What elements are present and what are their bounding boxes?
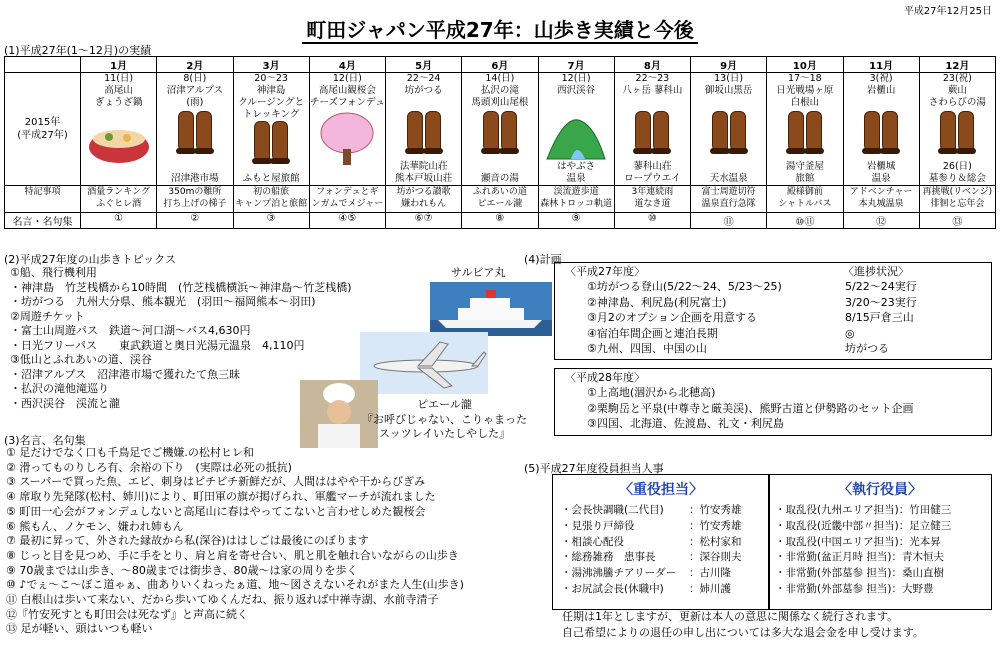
- executive-role: ・お尻試会長(休職中): [561, 582, 664, 595]
- h28-label: 〈平成28年度〉: [565, 371, 645, 384]
- topic-line: ・神津島 竹芝桟橋から10時間 (竹芝桟橋横浜～神津島～竹芝桟橋): [10, 280, 352, 294]
- executive-role: ・見張り戸締役: [561, 519, 635, 532]
- cell-line: 22～23: [635, 73, 670, 84]
- event-cell: [233, 186, 309, 213]
- executives-title: 〈重役担当〉: [619, 482, 703, 498]
- executive-row: [561, 550, 742, 566]
- section2-heading: (2)平成27年度の山歩きトピックス: [4, 253, 177, 266]
- executive-name: ：深谷則夫: [689, 551, 742, 564]
- officers-title: 〈執行役員〉: [838, 482, 922, 498]
- event-line: 酒量ランキング: [87, 187, 150, 197]
- pierre-quote: [362, 398, 527, 442]
- cell-lodging-top: 法華院山荘: [386, 161, 461, 173]
- topic-line: ②周遊チケット: [10, 309, 85, 323]
- cell-line: (雨): [186, 97, 204, 108]
- hiking-boots-icon: [787, 111, 823, 156]
- event-line: 渓流遊歩道: [553, 187, 599, 197]
- events-label: 特記事項: [5, 186, 81, 213]
- hiking-boots-icon: [634, 111, 670, 156]
- executive-role: ・湯沸沸騰チアリーダー: [561, 567, 677, 580]
- plan-line: ②神津島、利尻島(利尻富士): [587, 295, 727, 309]
- topic-line: ・払沢の滝他滝巡り: [10, 382, 109, 395]
- plan-line: ①上高地(涸沢から北穂高): [587, 386, 716, 399]
- quote-line: ⑧ じっと目を見つめ、手に手をとり、肩と肩を寄せ合い、肌と肌を触れ合いながらの山歩き: [6, 548, 459, 562]
- executive-row: [561, 519, 742, 535]
- event-line: アドベンチャー: [849, 187, 913, 197]
- event-line: フォンデュとギ: [316, 187, 379, 197]
- quote-line: ⑦ 最初に昇って、外された縁故から私(深谷)ははしごは最後にのぼります: [6, 534, 369, 548]
- event-cell: [919, 186, 995, 213]
- month-cell: [767, 73, 843, 186]
- event-line: 富士周遊切符: [701, 187, 756, 197]
- cell-line: さわらびの湯: [928, 97, 986, 108]
- event-line: 再挑戦(リベンジ): [922, 187, 993, 197]
- month-cell: [462, 73, 538, 186]
- officer-line: ・取乱役(九州エリア担当)：竹田健三: [775, 504, 952, 516]
- executive-name: ：古川隆: [689, 567, 731, 580]
- month-header: 6月: [462, 57, 538, 73]
- quote-line: ④ 席取り先発隊(松村、姉川)により、町田軍の旗が掲げられ、軍艦マーチが流れました: [6, 490, 436, 504]
- hiking-boots-icon: [482, 111, 518, 156]
- event-cell: [81, 186, 157, 213]
- cell-line: ぎょうざ鍋: [94, 97, 143, 108]
- event-line: 道なき道: [634, 199, 671, 209]
- month-header: 3月: [233, 57, 309, 73]
- executive-role: ・総務雑務 患事長: [561, 551, 656, 564]
- event-cell: [538, 186, 614, 213]
- month-cell: [691, 73, 767, 186]
- month-header: 10月: [767, 57, 843, 73]
- quote-ref-cell: ①: [81, 213, 157, 229]
- cell-lodging: 熊本戸坂山荘: [386, 173, 461, 185]
- plan-line: ②栗駒岳と平泉(中尊寺と厳美渓)、熊野古道と伊勢路のセット企画: [587, 401, 914, 415]
- quotes-list: [6, 446, 464, 637]
- status-line: ◎: [845, 326, 855, 340]
- cell-line: 払沢の滝: [480, 85, 519, 96]
- quote-ref-cell: ⑪: [691, 213, 767, 229]
- plan-h28-box: [554, 368, 992, 436]
- cell-lodging-top: 26(日): [920, 161, 995, 173]
- cell-lodging-top: 岩櫃城: [844, 161, 919, 173]
- officer-line: ・取乱役(中国エリア担当)：光本昇: [775, 535, 941, 548]
- ship-label: サルビア丸: [451, 266, 506, 279]
- event-line: 本丸城温泉: [858, 199, 904, 209]
- officer-line: ・非常勤(外部墓参 担当)：大野豊: [775, 582, 934, 595]
- cell-lodging-top: 湯守釜屋: [767, 161, 842, 173]
- cell-lodging: 瀬音の湯: [462, 173, 537, 185]
- quote-line: ③ スーパーで買った魚、エビ、刺身はピチピチ新鮮だが、人間ははやや干からびぎみ: [6, 475, 426, 489]
- executive-row: [561, 582, 742, 598]
- topic-line: ・日光フリーパス 東武鉄道と奥日光湯元温泉 4,110円: [10, 338, 305, 352]
- cell-line: 高尾山: [104, 85, 133, 96]
- event-line: ふれあいの道: [472, 187, 527, 197]
- month-cell: [233, 73, 309, 186]
- event-cell: [309, 186, 385, 213]
- quote-ref-cell: ③: [233, 213, 309, 229]
- year-label: 2015年 (平成27年): [5, 73, 81, 186]
- cell-line: トレッキング: [242, 109, 300, 120]
- cell-line: 蕨山: [947, 85, 967, 96]
- executive-name: ：竹安秀雄: [689, 519, 742, 532]
- quote-ref-cell: ⑬: [919, 213, 995, 229]
- quote-line: ① 足だけでなく口も千鳥足でご機嫌.の松村ヒレ和: [6, 446, 254, 459]
- cell-line: 3(祝): [869, 73, 893, 84]
- cell-lodging: ふもと屋旅館: [234, 173, 309, 185]
- quote-line: ⑤ 町田一心会がフォンデュしないと高尾山に春はやってこないと言わせしめた観桜会: [6, 504, 426, 518]
- event-line: 初の船旅: [253, 187, 290, 197]
- executive-role: ・相談心配役: [561, 535, 624, 548]
- officer-line: ・非常勤(盆正月時 担当)：青木恒夫: [775, 551, 945, 564]
- event-line: キャンプ泊と旅館: [235, 199, 308, 209]
- executive-name: ：竹安秀雄: [689, 504, 742, 516]
- month-cell: [843, 73, 919, 186]
- quote-ref-cell: ⑥⑦: [386, 213, 462, 229]
- event-line: ンガムでメジャー: [311, 199, 384, 209]
- status-line: 3/20～23実行: [845, 295, 917, 309]
- h27-plans: [587, 279, 782, 357]
- month-cell: [614, 73, 690, 186]
- hiking-boots-icon: [711, 111, 747, 156]
- event-line: ふぐヒレ酒: [96, 199, 142, 209]
- event-cell: [767, 186, 843, 213]
- cell-lodging: 墓参り＆総会: [920, 173, 995, 185]
- month-cell: [538, 73, 614, 186]
- status-line: 5/22～24実行: [845, 280, 917, 293]
- page-title: 町田ジャパン平成27年：山歩き実績と今後: [0, 14, 1000, 43]
- month-header: 2月: [157, 57, 233, 73]
- cell-line: 23(祝): [942, 73, 972, 84]
- mountain-icon: [545, 111, 607, 164]
- cell-lodging-top: はやぶさ: [539, 161, 614, 173]
- executive-row: [561, 503, 742, 519]
- cell-line: 八ヶ岳 蓼科山: [622, 85, 683, 96]
- topic-line: ・富士山周遊パス 鉄道～河口湖～バス4,630円: [10, 324, 251, 337]
- event-cell: [843, 186, 919, 213]
- h28-plans: [587, 385, 913, 432]
- quote-line: ⑥ 熊もん、ノケモン、嫌われ姉もん: [6, 519, 184, 533]
- cell-line: 20～23: [254, 73, 288, 84]
- event-cell: [614, 186, 690, 213]
- quote-ref-cell: ②: [157, 213, 233, 229]
- airplane-illustration: [360, 332, 488, 394]
- quote-line: ⑩ ♪でぇ～こ～ぼこ道ゃぁ、曲ありいくねったぁ道、地～図さえないそれがまた人生(山歩き): [6, 578, 464, 592]
- event-cell: [462, 186, 538, 213]
- topic-line: ③低山とふれあいの道、渓谷: [10, 353, 152, 366]
- month-cell: [386, 73, 462, 186]
- section3-heading: (3)名言、名句集: [4, 434, 86, 447]
- corner-cell: [5, 57, 81, 73]
- quote-line: ⑫『竹安死すとも町田会は死なず』と声高に続く: [6, 607, 248, 621]
- section4-heading: (4)計画: [524, 253, 562, 266]
- event-line: 殿様御前: [786, 187, 823, 197]
- plan-line: ③四国、北海道、佐渡島、礼文・利尻島: [587, 417, 784, 430]
- status-line: 坊がつる: [845, 342, 889, 355]
- executive-name: ：姉川護: [689, 582, 731, 595]
- cell-line: 高尾山観桜会: [318, 85, 376, 96]
- cell-line: 22～24: [406, 73, 441, 84]
- pierre-line: ピエール瀧: [417, 398, 472, 411]
- cell-line: 8(日): [183, 73, 207, 84]
- cell-line: 坊がつる: [404, 85, 443, 96]
- topic-line: ・沼津アルプス 沼津港市場で獲れたて魚三昧: [10, 367, 241, 381]
- term-notes: 任期は1年としますが、更新は本人の意思に関係なく続行されます。 自己希望によりの退任の申し出については多大な退会金を申し受けます。: [562, 610, 924, 639]
- calendar-table: [4, 56, 996, 229]
- month-header: 7月: [538, 57, 614, 73]
- month-header: 9月: [691, 57, 767, 73]
- cell-line: 馬頭刈山尾根: [471, 97, 529, 108]
- quote-line: ② 滑ってものりしろ有、余裕の下り (実際は必死の抵抗): [6, 460, 292, 474]
- cell-line: クルージングと: [238, 97, 305, 108]
- event-line: 徘徊と忘年会: [930, 199, 985, 209]
- quote-ref-cell: ⑧: [462, 213, 538, 229]
- quote-ref-cell: ⑩⑪: [767, 213, 843, 229]
- event-cell: [691, 186, 767, 213]
- quote-line: ⑪ 白根山は歩いて来ない、だから歩いてゆくんだね、振り返れば中禅寺湖、水前寺清子: [6, 593, 439, 607]
- cell-line: 御坂山黒岳: [704, 85, 753, 96]
- month-header: 1月: [81, 57, 157, 73]
- quote-line: ⑨ 70歳までは山歩き、～80歳までは街歩き、80歳～は家の周りを歩く: [6, 563, 358, 577]
- month-header: 5月: [386, 57, 462, 73]
- month-cell: [81, 73, 157, 186]
- hiking-boots-icon: [939, 111, 975, 156]
- cell-line: チーズフォンデュ: [309, 97, 385, 108]
- topic-line: ①船、飛行機利用: [10, 266, 97, 279]
- cell-line: 14(日): [485, 73, 515, 84]
- plan-line: ③月2のオプション企画を用意する: [587, 311, 757, 324]
- gyoza-pot-icon: [87, 111, 151, 170]
- event-line: シャトルバス: [778, 199, 832, 209]
- event-line: 森林トロッコ軌道: [540, 199, 613, 209]
- cell-lodging: ロープウエイ: [615, 173, 690, 185]
- ship-illustration: [430, 282, 552, 336]
- executive-row: [561, 535, 742, 551]
- plan-h27-box: [554, 262, 992, 360]
- cell-line: 13(日): [714, 73, 744, 84]
- hiking-boots-icon: [177, 111, 213, 156]
- h27-label: 〈平成27年度〉: [565, 265, 645, 278]
- event-line: 3年連続雨: [631, 187, 674, 197]
- event-line: ピエール瀧: [477, 199, 523, 209]
- quote-ref-cell: ⑨: [538, 213, 614, 229]
- event-line: 温泉直行急隊: [701, 199, 756, 209]
- cell-line: 沼津アルプス: [166, 85, 223, 96]
- officers-box: [768, 474, 992, 610]
- cell-line: 12(日): [332, 73, 362, 84]
- cell-lodging-top: 蓼科山荘: [615, 161, 690, 173]
- section5-heading: (5)平成27年度役員担当人事: [524, 462, 664, 475]
- document-date: 平成27年12月25日: [903, 6, 992, 17]
- cell-lodging: 温泉: [539, 173, 614, 185]
- officer-line: ・取乱役(近畿中部〃担当)：足立健三: [775, 519, 952, 532]
- status-label: 〈進捗状況〉: [843, 265, 909, 278]
- pierre-line: スッツレイいたしやした』: [378, 427, 511, 440]
- cell-line: 17～18: [788, 73, 822, 84]
- event-cell: [157, 186, 233, 213]
- status-line: 8/15戸倉三山: [845, 311, 914, 324]
- month-header: 11月: [843, 57, 919, 73]
- cell-line: 岩櫃山: [866, 85, 896, 96]
- plan-line: ①坊がつる登山(5/22～24、5/23～25): [587, 280, 782, 293]
- topic-line: ・坊がつる 九州大分県、熊本観光 (羽田～福岡熊本～羽田): [10, 295, 316, 308]
- event-line: 350mの難所: [168, 187, 222, 197]
- plan-line: ⑤九州、四国、中国の山: [587, 342, 707, 355]
- h27-status: [845, 279, 917, 357]
- executive-role: ・会長快調職(二代目): [561, 504, 664, 516]
- cell-lodging: 天水温泉: [691, 173, 766, 185]
- cell-lodging: 温泉: [844, 173, 919, 185]
- executive-name: ：松村家和: [689, 535, 742, 548]
- quote-ref-cell: ④⑤: [309, 213, 385, 229]
- event-line: 打ち上げの梯子: [163, 199, 227, 209]
- quote-line: ⑬ 足が軽い、頭はいつも軽い: [6, 622, 153, 636]
- month-header: 4月: [309, 57, 385, 73]
- names-label: 名言・名句集: [5, 213, 81, 229]
- month-header: 8月: [614, 57, 690, 73]
- executives-list: [561, 503, 742, 598]
- month-cell: [309, 73, 385, 186]
- officer-line: ・非常勤(外部墓参 担当)：桑山直樹: [775, 567, 945, 580]
- quote-ref-cell: ⑫: [843, 213, 919, 229]
- hiking-boots-icon: [863, 111, 899, 156]
- executive-row: [561, 566, 742, 582]
- cell-line: 白根山: [790, 97, 820, 108]
- topic-line: ・西沢渓谷 渓流と瀧: [10, 396, 120, 410]
- month-header: 12月: [919, 57, 995, 73]
- cell-line: 日光戦場ヶ原: [776, 85, 834, 96]
- hiking-boots-icon: [406, 111, 442, 156]
- cell-lodging: 沼津港市場: [157, 173, 232, 185]
- cell-line: 11(日): [104, 73, 134, 84]
- officers-list: [775, 503, 951, 598]
- section1-heading: (1)平成27年(1～12月)の実績: [4, 44, 152, 57]
- cherry-tree-icon: [319, 111, 375, 168]
- quote-ref-cell: ⑩: [614, 213, 690, 229]
- event-line: 嫌われもん: [401, 199, 447, 209]
- cell-line: 西沢渓谷: [557, 85, 596, 96]
- hiking-boots-icon: [253, 121, 289, 166]
- event-cell: [386, 186, 462, 213]
- executives-box: [552, 474, 770, 610]
- cell-line: 神津島: [256, 85, 286, 96]
- month-cell: [919, 73, 995, 186]
- cell-lodging: 旅館: [767, 173, 842, 185]
- pierre-line: 『お呼びじゃない、こりゃまった: [362, 412, 527, 426]
- plan-line: ④宿泊年間企画と連泊長期: [587, 326, 718, 340]
- month-cell: [157, 73, 233, 186]
- cell-line: 12(日): [561, 73, 591, 84]
- event-line: 坊がつる讃歌: [396, 187, 451, 197]
